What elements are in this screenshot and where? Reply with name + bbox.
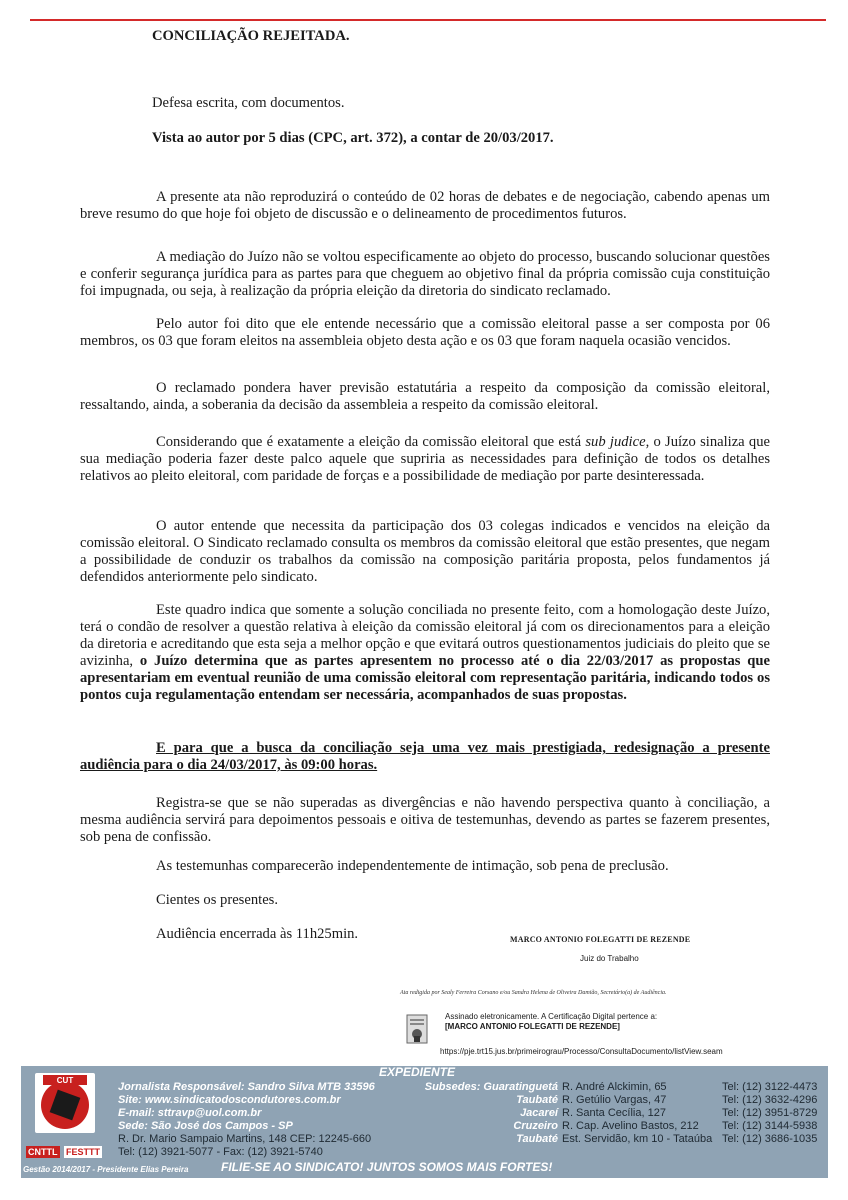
footer-sede: Sede: São José dos Campos - SP (118, 1120, 293, 1132)
subsede-tel-2: Tel: (12) 3632-4296 (722, 1094, 818, 1106)
cut-logo-icon (35, 1073, 95, 1133)
footer-expediente (21, 1066, 828, 1178)
certificate-line-1: Assinado eletronicamente. A Certificação Digital pertence a: (445, 1012, 658, 1021)
subsede-city-3: Jacareí (520, 1107, 558, 1119)
footer-email[interactable]: E-mail: sttravp@uol.com.br (118, 1107, 262, 1119)
vista-line: Vista ao autor por 5 dias (CPC, art. 372), a contar de 20/03/2017. (152, 130, 554, 146)
paragraph-10: As testemunhas comparecerão independentemente de intimação, sob pena de preclusão. (156, 858, 669, 874)
signature-role: Juiz do Trabalho (580, 954, 639, 963)
footer-tel-fax: Tel: (12) 3921-5077 - Fax: (12) 3921-5740 (118, 1146, 323, 1158)
footer-site[interactable]: Site: www.sindicatodoscondutores.com.br (118, 1094, 341, 1106)
certificate-text (445, 1012, 657, 1032)
subsede-tel-5: Tel: (12) 3686-1035 (722, 1133, 818, 1145)
paragraph-6: O autor entende que necessita da participação dos 03 colegas indicados e vencidos na eleição da comissão eleitoral. O Sindicato reclamado consulta os membros da comissão eleitoral que estão presentes, que negam a possibilidade de conduzir os trabalhos da comissão na composição paritária proposta, pelos fundamentos já defendidos anteriormente pelo sindicato. (80, 518, 770, 585)
subsede-city-1: Subsedes: Guaratinguetá (424, 1081, 558, 1093)
paragraph-1: A presente ata não reproduzirá o conteúdo de 02 horas de debates e de negociação, cabendo apenas um breve resumo do que hoje foi objeto de discussão e o delineamento de procedimentos futuros. (80, 189, 770, 222)
subsede-addr-5: Est. Servidão, km 10 - Tataúba (562, 1133, 713, 1145)
cut-logo (35, 1073, 95, 1133)
paragraph-12: Audiência encerrada às 11h25min. (156, 926, 359, 942)
festtt-logo: FESTTT (65, 1147, 100, 1157)
certificate-icon (406, 1014, 428, 1044)
subsede-city-2: Taubaté (516, 1094, 558, 1106)
paragraph-5-italic: sub judice (585, 434, 646, 450)
paragraph-9: Registra-se que se não superadas as divergências e não havendo perspectiva quanto à conciliação, a mesma audiência servirá para depoimentos pessoais e oitiva de testemunhas, devendo as partes se fazerem presentes, sob pena de confissão. (80, 795, 770, 845)
paragraph-5-b: , o Juízo sinaliza que sua mediação poderia fazer deste palco aquele que supriria as necessidades para definição de todos os detalhes relativos ao pleito eleitoral, com paridade de forças e a possibilidade de mediação por parte desinteressada. (80, 434, 770, 484)
paragraph-4: O reclamado pondera haver previsão estatutária a respeito da composição da comissão eleitoral, ressaltando, ainda, a soberania da decisão da assembleia a respeito da comissão eleitoral. (80, 380, 770, 413)
cut-logo-label: CUT (56, 1076, 74, 1085)
paragraph-7-a: Este quadro indica que somente a solução conciliada no presente feito, com a homologação deste Juízo, terá o condão de resolver a questão relativa à eleição da comissão eleitoral já com os direcionamentos para a eleição da diretoria e acreditando que esta seja a melhor opção e que evitará outros questionamentos judiciais do pleito que se avizinha, (80, 602, 770, 669)
subsede-addr-3: R. Santa Cecília, 127 (562, 1107, 666, 1119)
defesa-line: Defesa escrita, com documentos. (152, 95, 345, 111)
heading: CONCILIAÇÃO REJEITADA. (152, 28, 350, 44)
paragraph-5-a: Considerando que é exatamente a eleição da comissão eleitoral que está (156, 434, 586, 450)
certificate-line-2: [MARCO ANTONIO FOLEGATTI DE REZENDE] (445, 1022, 620, 1031)
subsede-tel-1: Tel: (12) 3122-4473 (722, 1081, 818, 1093)
cnttl-festtt-logo (26, 1142, 122, 1160)
subsede-city-4: Cruzeiro (513, 1120, 558, 1132)
subsede-addr-1: R. André Alckimin, 65 (562, 1081, 667, 1093)
paragraph-3: Pelo autor foi dito que ele entende necessário que a comissão eleitoral passe a ser composta por 06 membros, os 03 que foram eleitos na assembleia objeto desta ação e os 03 que foram naquela ocasião vencidos. (80, 316, 770, 349)
subsede-tel-4: Tel: (12) 3144-5938 (722, 1120, 818, 1132)
footer-endereco: R. Dr. Mario Sampaio Martins, 148 CEP: 12245-660 (118, 1133, 372, 1145)
subsede-tel-3: Tel: (12) 3951-8729 (722, 1107, 818, 1119)
paragraph-2: A mediação do Juízo não se voltou especificamente ao objeto do processo, buscando solucionar questões e conferir segurança jurídica para as partes para que cheguem ao objetivo final da própria comissão cuja constituição foi impugnada, ou seja, à realização da própria eleição da diretoria do sindicato reclamado. (80, 249, 770, 299)
cnttl-logo: CNTTL (28, 1147, 58, 1157)
paragraph-7 (80, 602, 770, 704)
subsede-addr-2: R. Getúlio Vargas, 47 (562, 1094, 667, 1106)
ata-note: Ata redigida por Sealy Ferreira Corsano e/ou Sandra Helena de Oliveira Damião, Secretário(a) de Audiência. (400, 990, 667, 996)
footer-gestao: Gestão 2014/2017 - Presidente Elias Pereira (23, 1165, 189, 1174)
certificate-url[interactable]: https://pje.trt15.jus.br/primeirograu/Processo/ConsultaDocumento/listView.seam (440, 1047, 723, 1056)
paragraph-8: E para que a busca da conciliação seja uma vez mais prestigiada, redesignação a presente audiência para o dia 24/03/2017, às 09:00 horas. (80, 740, 770, 773)
subsede-addr-4: R. Cap. Avelino Bastos, 212 (562, 1120, 699, 1132)
footer-slogan: FILIE-SE AO SINDICATO! JUNTOS SOMOS MAIS FORTES! (221, 1160, 553, 1174)
paragraph-5 (80, 434, 770, 485)
footer-title: EXPEDIENTE (379, 1065, 456, 1079)
footer-jornalista: Jornalista Responsável: Sandro Silva MTB 33596 (118, 1081, 375, 1093)
paragraph-11: Cientes os presentes. (156, 892, 278, 908)
paragraph-7-bold: o Juízo determina que as partes apresentem no processo até o dia 22/03/2017 as propostas que apresentariam em eventual reunião de uma comissão eleitoral com representação paritária, indicando todos os pontos cuja regulamentação entendam ser necessária, acompanhados de suas propostas. (80, 653, 770, 703)
signature-name: MARCO ANTONIO FOLEGATTI DE REZENDE (510, 935, 691, 944)
subsede-city-5: Taubaté (516, 1133, 558, 1145)
header-red-line (30, 19, 826, 21)
